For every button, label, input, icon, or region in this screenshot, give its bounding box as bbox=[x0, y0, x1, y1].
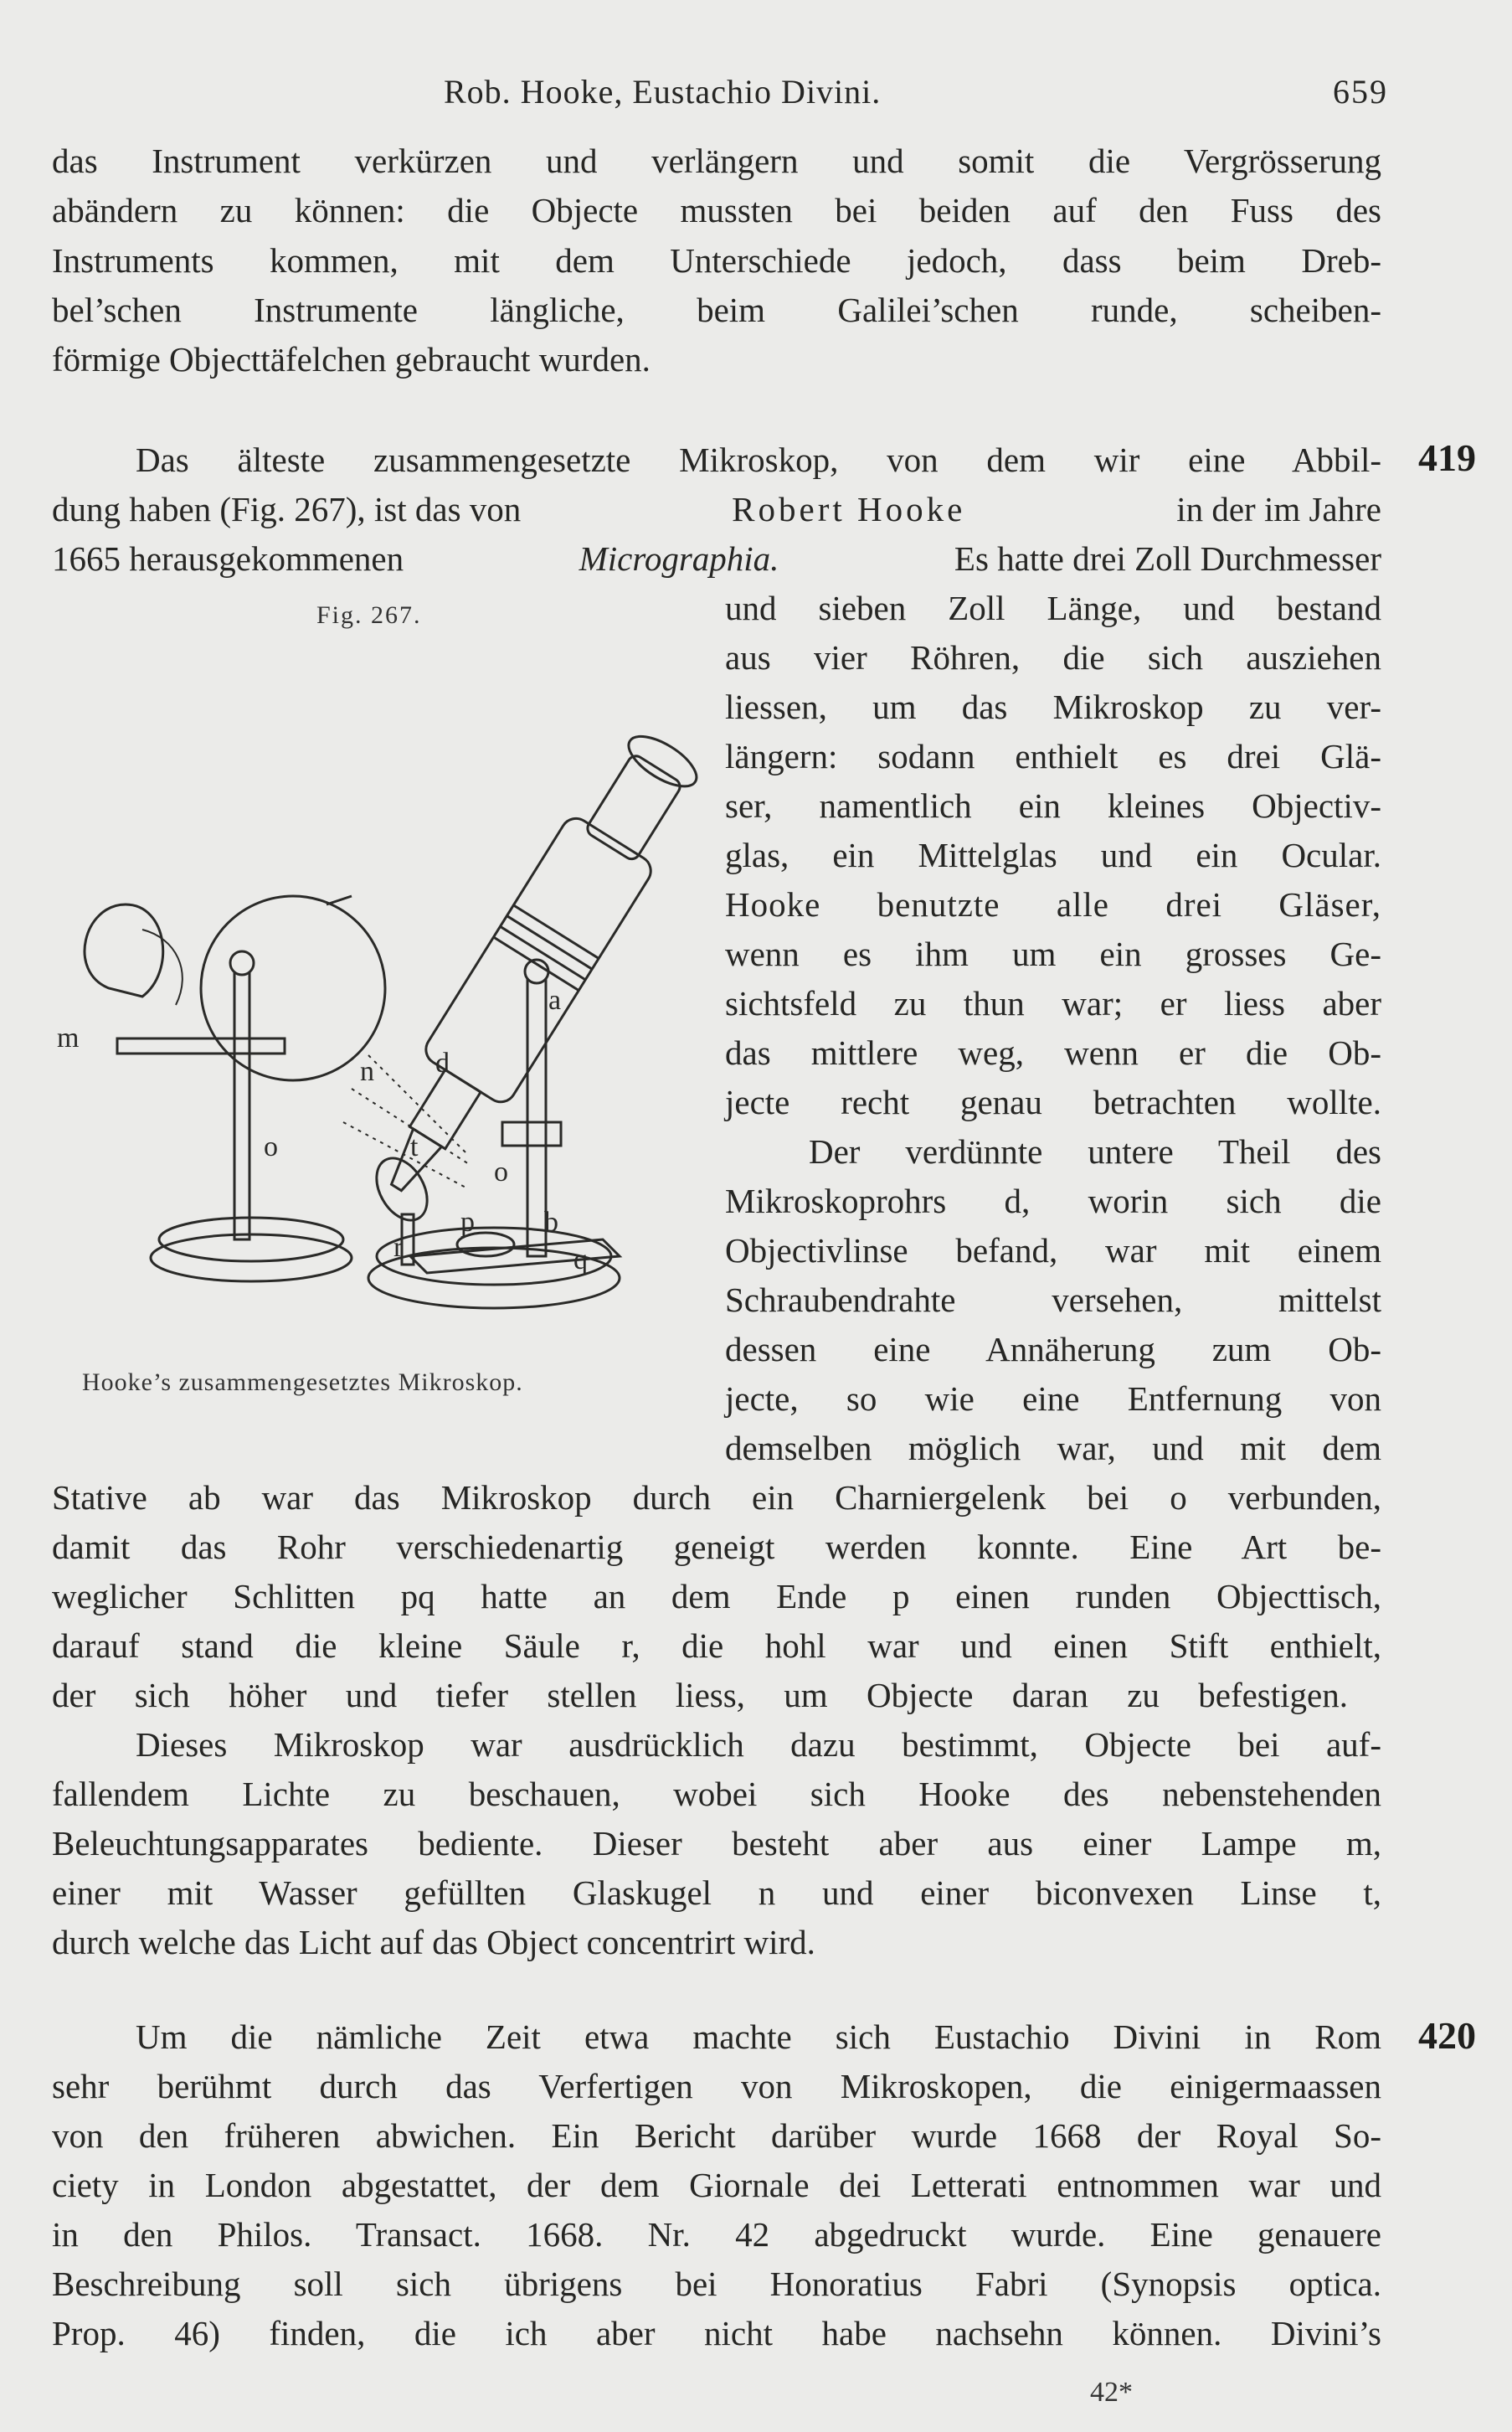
text-line: wenn es ihm um ein grosses Ge- bbox=[725, 935, 1381, 973]
margin-number-419: 419 bbox=[1418, 436, 1476, 479]
text-line: sichtsfeld zu thun war; er liess aber bbox=[725, 984, 1381, 1023]
text-line: bel’schen Instrumente längliche, beim Galilei’schen runde, scheiben- bbox=[52, 291, 1381, 329]
text-line: einer mit Wasser gefüllten Glaskugel n und einer biconvexen Linse t, bbox=[52, 1873, 1381, 1912]
text-line: jecte recht genau betrachten wollte. bbox=[725, 1083, 1381, 1121]
signature-mark: 42* bbox=[1090, 2377, 1133, 2408]
text-span: dung haben (Fig. 267), ist das von bbox=[52, 490, 530, 528]
text-line: Objectivlinse befand, war mit einem bbox=[725, 1231, 1381, 1270]
text-line: darauf stand die kleine Säule r, die hohl war und einen Stift enthielt, bbox=[52, 1626, 1381, 1665]
text-span: 1665 herausgekommenen bbox=[52, 539, 413, 578]
text-span: in der im Jahre bbox=[1167, 490, 1381, 528]
label-t: t bbox=[410, 1131, 419, 1162]
left-stand-pole bbox=[234, 971, 249, 1239]
text-line: Um die nämliche Zeit etwa machte sich Eustachio Divini in Rom bbox=[136, 2017, 1381, 2056]
text-line: Beschreibung soll sich übrigens bei Honoratius Fabri (Synopsis optica. bbox=[52, 2265, 1381, 2303]
text-line: in den Philos. Transact. 1668. Nr. 42 abgedruckt wurde. Eine genauere bbox=[52, 2215, 1381, 2254]
label-p: p bbox=[460, 1207, 475, 1238]
label-o2: o bbox=[494, 1157, 508, 1188]
text-line: sehr berühmt durch das Verfertigen von Mikroskopen, die einigermaassen bbox=[52, 2067, 1381, 2105]
text-line: Schraubendrahte versehen, mittelst bbox=[725, 1280, 1381, 1319]
text-line: demselben möglich war, und mit dem bbox=[725, 1429, 1381, 1467]
text-line: abändern zu können: die Objecte mussten bei beiden auf den Fuss des bbox=[52, 191, 1381, 229]
label-a: a bbox=[548, 985, 562, 1016]
hooke-microscope-illustration bbox=[50, 653, 703, 1340]
tube-ring bbox=[513, 905, 599, 959]
label-m: m bbox=[57, 1023, 80, 1054]
text-line: Der verdünnte untere Theil des bbox=[809, 1132, 1381, 1171]
book-title: Micrographia. bbox=[579, 539, 779, 578]
left-base-bottom bbox=[151, 1234, 352, 1281]
text-line: von den früheren abwichen. Ein Bericht darüber wurde 1668 der Royal So- bbox=[52, 2116, 1381, 2155]
left-stand-knob bbox=[230, 951, 254, 975]
text-line: Stative ab war das Mikroskop durch ein Charniergelenk bei o verbunden, bbox=[52, 1478, 1381, 1517]
text-line: durch welche das Licht auf das Object concentrirt wird. bbox=[52, 1923, 815, 1961]
text-line: aus vier Röhren, die sich ausziehen bbox=[725, 638, 1381, 677]
text-line: Das älteste zusammengesetzte Mikroskop, von dem wir eine Abbil- bbox=[136, 441, 1381, 479]
globe-neck bbox=[327, 896, 352, 904]
text-line: Prop. 46) finden, die ich aber nicht habe nachsehn können. Divini’s bbox=[52, 2314, 1381, 2352]
label-o: o bbox=[264, 1131, 278, 1162]
label-q: q bbox=[573, 1244, 588, 1275]
text-line: jecte, so wie eine Entfernung von bbox=[725, 1379, 1381, 1418]
text-line: glas, ein Mittelglas und ein Ocular. bbox=[725, 836, 1381, 874]
tube-upper bbox=[584, 753, 683, 862]
label-r: r bbox=[393, 1232, 404, 1263]
label-n: n bbox=[360, 1056, 374, 1087]
person-name: Robert Hooke bbox=[732, 490, 966, 528]
text-line: längern: sodann enthielt es drei Glä- bbox=[725, 737, 1381, 775]
microscope-stand bbox=[527, 980, 546, 1256]
text-line: und sieben Zoll Länge, und bestand bbox=[725, 589, 1381, 627]
text-line: damit das Rohr verschiedenartig geneigt werden konnte. Eine Art be- bbox=[52, 1528, 1381, 1566]
tube-lower-d bbox=[409, 1069, 481, 1148]
text-line: Hooke benutzte alle drei Gläser, bbox=[725, 885, 1381, 924]
text-line bbox=[52, 486, 1381, 533]
label-b: b bbox=[544, 1207, 558, 1238]
stand-joint bbox=[502, 1122, 561, 1146]
text-line: weglicher Schlitten pq hatte an dem Ende p einen runden Objecttisch, bbox=[52, 1577, 1381, 1615]
text-line: fallendem Lichte zu beschauen, wobei sich Hooke des nebenstehenden bbox=[52, 1775, 1381, 1813]
text-line: liessen, um das Mikroskop zu ver- bbox=[725, 688, 1381, 726]
figure-label: Fig. 267. bbox=[316, 601, 422, 629]
text-line: Mikroskoprohrs d, worin sich die bbox=[725, 1182, 1381, 1220]
text-line: Instruments kommen, mit dem Unterschiede jedoch, dass beim Dreb- bbox=[52, 241, 1381, 280]
text-line: Dieses Mikroskop war ausdrücklich dazu bestimmt, Objecte bei auf- bbox=[136, 1725, 1381, 1764]
text-line bbox=[52, 535, 1381, 582]
text-line: ser, namentlich ein kleines Objectiv- bbox=[725, 786, 1381, 825]
text-line: ciety in London abgestattet, der dem Giornale dei Letterati entnommen war und bbox=[52, 2166, 1381, 2204]
tube-ring bbox=[507, 916, 592, 970]
text-line: das mittlere weg, wenn er die Ob- bbox=[725, 1033, 1381, 1072]
eyepiece bbox=[621, 727, 703, 796]
text-line: förmige Objecttäfelchen gebraucht wurden. bbox=[52, 340, 651, 379]
text-line: der sich höher und tiefer stellen liess, um Objecte daran zu befestigen. bbox=[52, 1676, 1348, 1714]
text-line: dessen eine Annäherung zum Ob- bbox=[725, 1330, 1381, 1368]
left-stand-arm bbox=[117, 1038, 285, 1054]
running-header-title: Rob. Hooke, Eustachio Divini. bbox=[444, 73, 882, 111]
text-line: Beleuchtungsapparates bediente. Dieser besteht aber aus einer Lampe m, bbox=[52, 1824, 1381, 1863]
text-span: Es hatte drei Zoll Durchmesser bbox=[945, 539, 1381, 578]
page-number: 659 bbox=[1333, 73, 1388, 111]
lamp-flask bbox=[85, 904, 163, 997]
figure-caption: Hooke’s zusammengesetztes Mikroskop. bbox=[82, 1368, 523, 1396]
text-line: das Instrument verkürzen und verlängern und somit die Vergrösserung bbox=[52, 142, 1381, 180]
label-d: d bbox=[435, 1048, 450, 1079]
margin-number-420: 420 bbox=[1418, 2014, 1476, 2057]
